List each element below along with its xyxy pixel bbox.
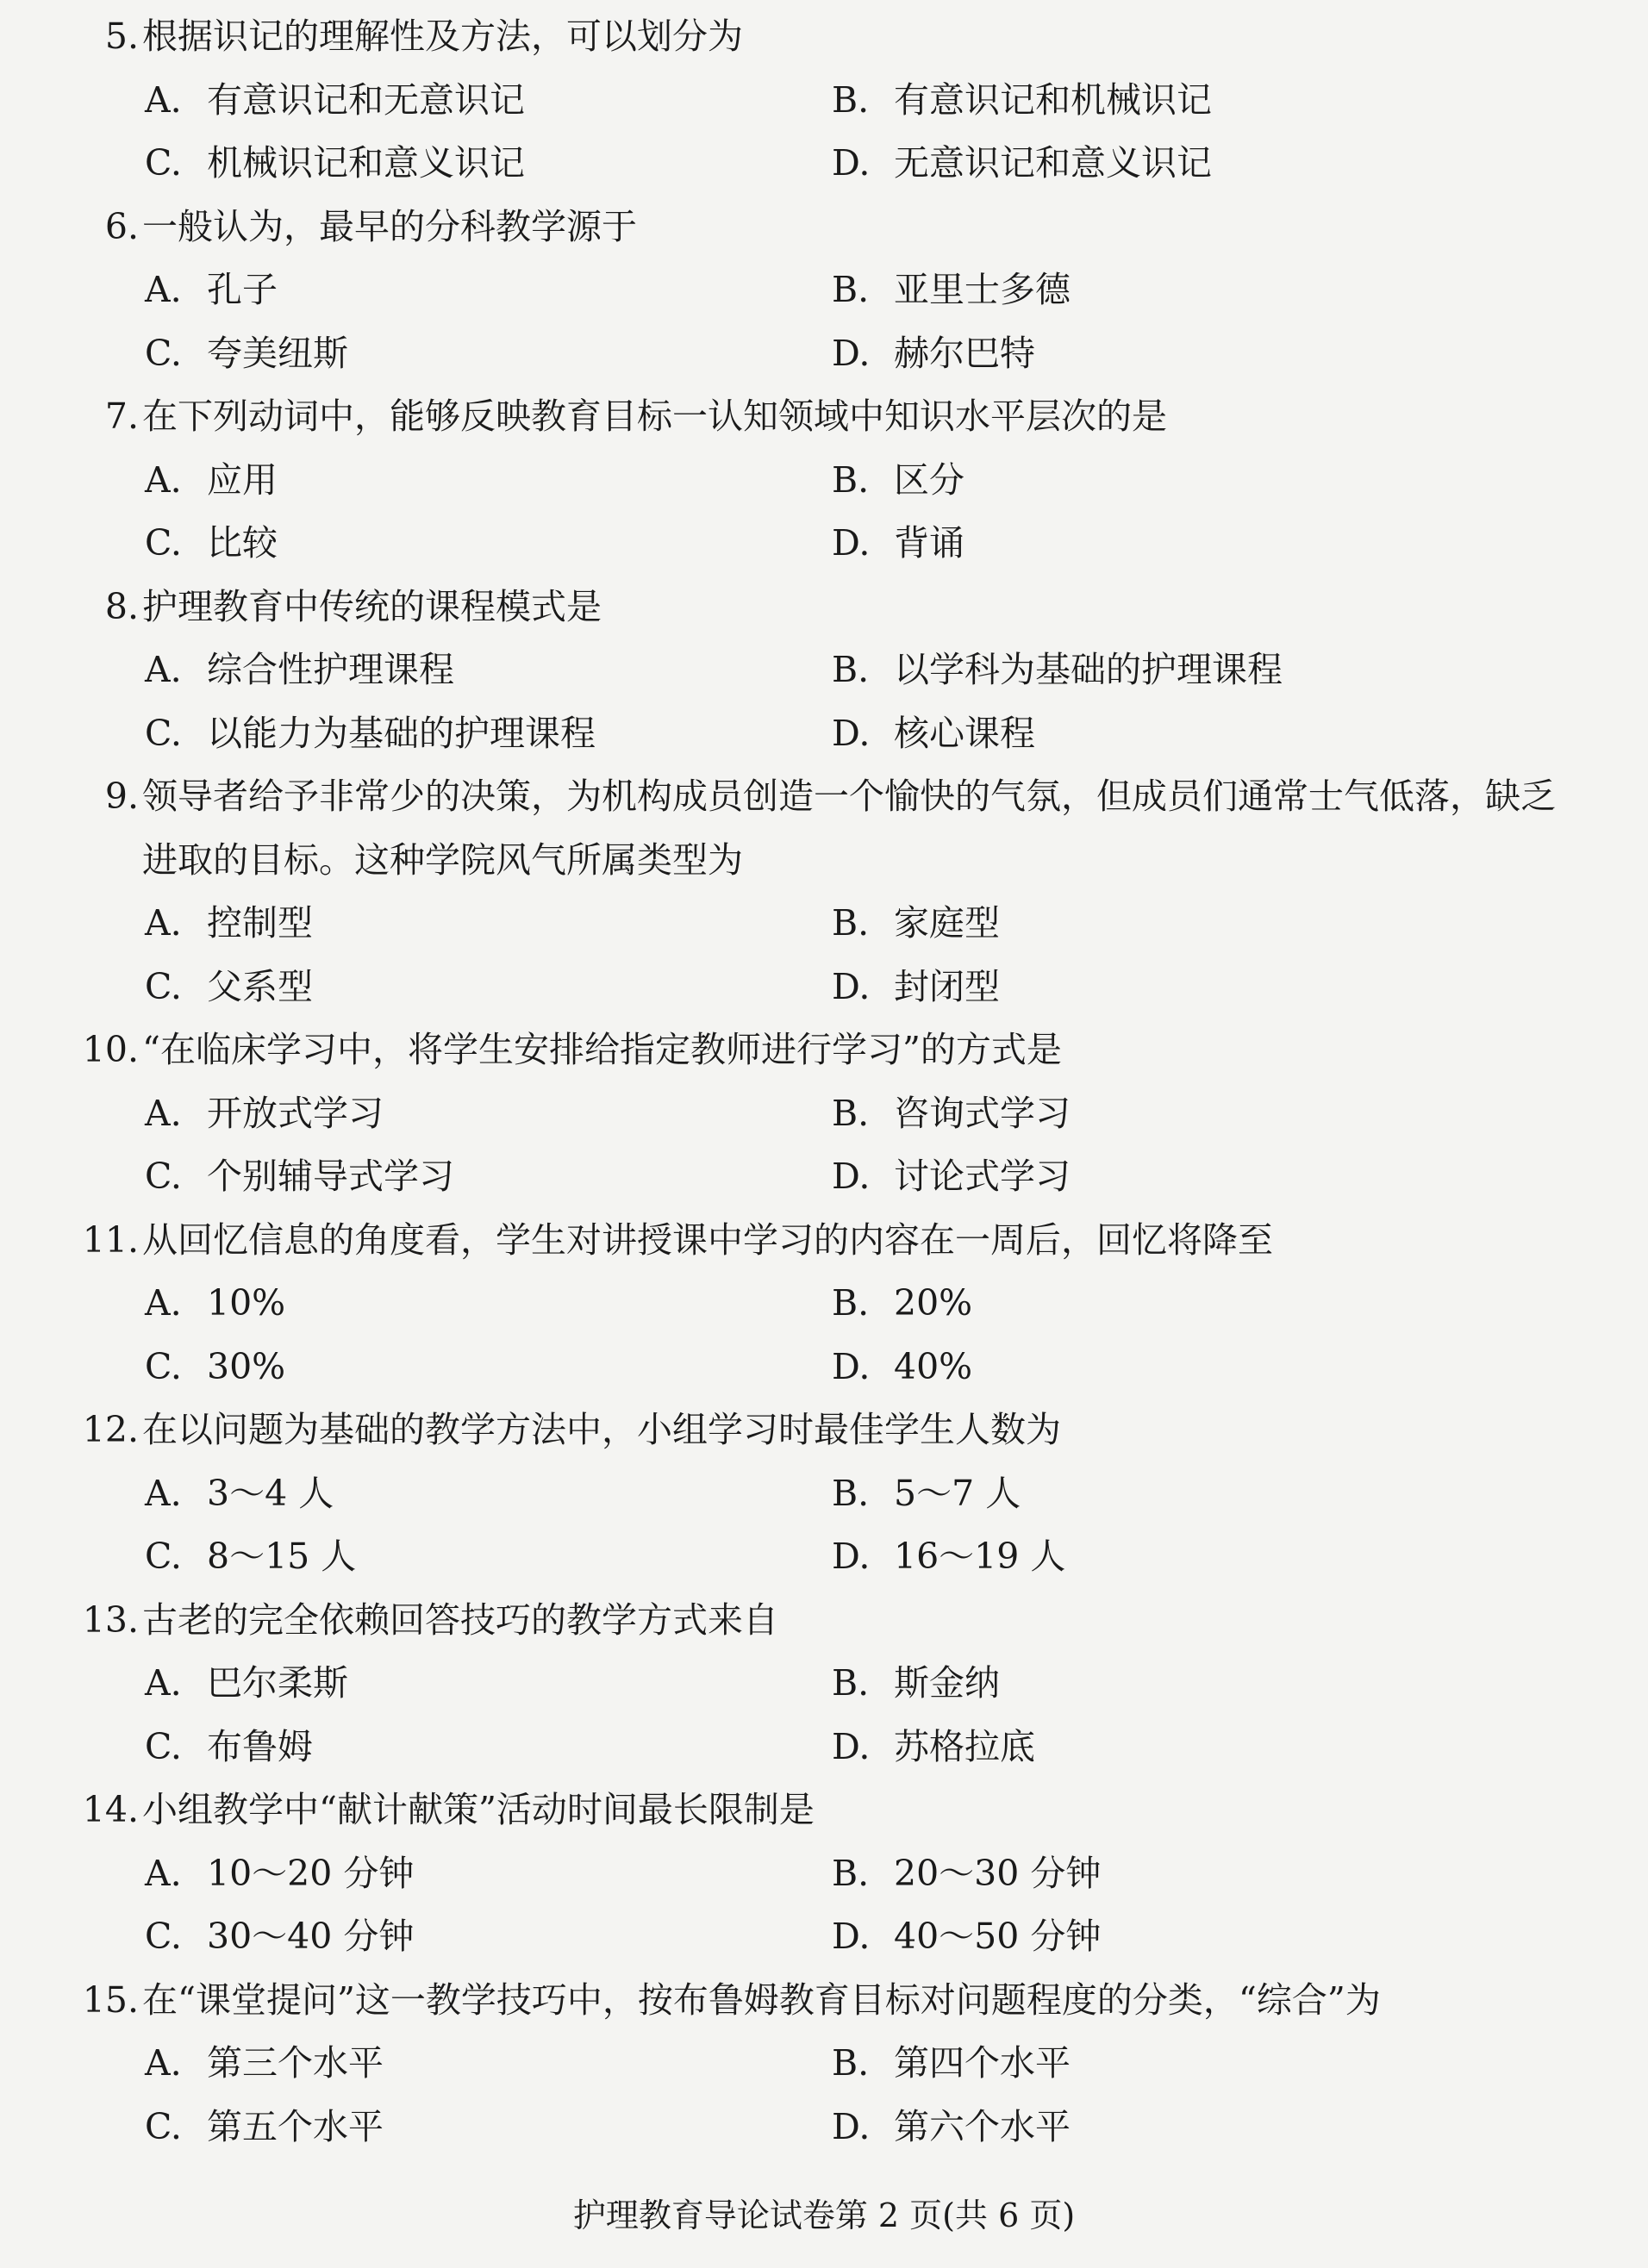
question-number: 14. (82, 1789, 139, 1830)
option-text: 10～20 分钟 (207, 1852, 415, 1894)
options-row (0, 2096, 1648, 2159)
option-label: C. (145, 1345, 182, 1387)
option (145, 892, 832, 956)
option-label: D. (832, 1345, 871, 1387)
option (832, 449, 964, 513)
question (0, 196, 1648, 386)
question-text: 护理教育中传统的课程模式是 (142, 585, 602, 627)
options-row (0, 2032, 1648, 2096)
question-stem-row (0, 5, 1648, 69)
question (0, 1019, 1648, 1209)
options-row (0, 702, 1648, 766)
option (832, 956, 1000, 1019)
question-text: 古老的完全依赖回答技巧的教学方式来自 (142, 1598, 778, 1641)
options-row (0, 1462, 1648, 1526)
question-stem-row (0, 1019, 1648, 1082)
option-label: B. (832, 1662, 870, 1704)
option-label: C. (145, 332, 182, 374)
options-row (0, 956, 1648, 1019)
option-label: B. (832, 458, 870, 501)
options-row (0, 1145, 1648, 1209)
options-row (0, 1082, 1648, 1146)
option (832, 639, 1283, 702)
option (832, 2032, 1071, 2096)
option-text: 控制型 (207, 902, 313, 944)
option-label: A. (145, 78, 182, 121)
option (832, 322, 1035, 386)
question (0, 1779, 1648, 1969)
option-label: D. (832, 1536, 871, 1577)
question-text: “在临床学习中，将学生安排给指定教师进行学习”的方式是 (142, 1029, 1062, 1070)
option-label: C. (145, 522, 182, 564)
question-text: 小组教学中“献计献策”活动时间最长限制是 (142, 1789, 815, 1830)
option-text: 8～15 人 (207, 1536, 357, 1577)
option-text: 20% (894, 1282, 973, 1324)
option-text: 个别辅导式学习 (207, 1156, 454, 1197)
option-label: D. (832, 965, 871, 1007)
question-text: 在“课堂提问”这一教学技巧中，按布鲁姆教育目标对问题程度的分类，“综合”为 (142, 1978, 1381, 2021)
question (0, 1969, 1648, 2159)
option (145, 1145, 832, 1209)
option (145, 1462, 832, 1526)
option-text: 比较 (207, 522, 278, 564)
options-row (0, 639, 1648, 702)
option-label: D. (832, 712, 871, 754)
question (0, 385, 1648, 576)
question (0, 1589, 1648, 1779)
options-row (0, 259, 1648, 322)
options-row (0, 1905, 1648, 1969)
option (832, 1842, 1101, 1906)
option-text: 第三个水平 (207, 2042, 384, 2084)
options-row (0, 1336, 1648, 1399)
option-label: B. (832, 1092, 870, 1134)
option-label: C. (145, 1536, 182, 1577)
options-row (0, 1272, 1648, 1336)
question-number: 6. (104, 205, 139, 247)
option (145, 322, 832, 386)
option (832, 1462, 1021, 1526)
option (145, 1272, 832, 1336)
options-row (0, 132, 1648, 196)
option-label: D. (832, 2105, 871, 2147)
question (0, 5, 1648, 196)
option (832, 1716, 1035, 1779)
question-stem-row (0, 1779, 1648, 1842)
option-label: B. (832, 269, 870, 310)
option (832, 1082, 1071, 1146)
option-text: 3～4 人 (207, 1472, 334, 1514)
option-text: 夸美纽斯 (207, 332, 348, 374)
option-text: 第六个水平 (894, 2105, 1071, 2147)
option-text: 40% (894, 1345, 973, 1387)
option-label: B. (832, 1282, 870, 1324)
question (0, 1209, 1648, 1399)
option-label: B. (832, 1852, 870, 1894)
option (145, 2096, 832, 2159)
option (145, 1905, 832, 1969)
question-number: 5. (104, 16, 139, 57)
option-text: 有意识记和无意识记 (207, 78, 525, 121)
option (145, 1716, 832, 1779)
option-label: D. (832, 1156, 871, 1197)
option (832, 1905, 1101, 1969)
exam-page (0, 5, 1648, 2159)
option-label: A. (145, 458, 182, 501)
option (145, 1082, 832, 1146)
option-label: D. (832, 1916, 871, 1957)
question-stem-row (0, 1589, 1648, 1653)
option-label: D. (832, 1725, 871, 1767)
option-label: C. (145, 2105, 182, 2147)
option-label: A. (145, 902, 182, 944)
option-text: 20～30 分钟 (894, 1852, 1102, 1894)
option (145, 639, 832, 702)
option (145, 2032, 832, 2096)
option-label: D. (832, 522, 871, 564)
options-row (0, 1652, 1648, 1716)
option (832, 1652, 1000, 1716)
option (145, 702, 832, 766)
options-row (0, 322, 1648, 386)
option-text: 以能力为基础的护理课程 (207, 712, 596, 754)
option-text: 无意识记和意义识记 (894, 142, 1212, 184)
question-number: 8. (104, 585, 139, 627)
option-label: B. (832, 902, 870, 944)
option-text: 30～40 分钟 (207, 1916, 415, 1957)
options-row (0, 69, 1648, 133)
option-text: 开放式学习 (207, 1092, 384, 1134)
option-text: 亚里士多德 (894, 269, 1071, 310)
option (832, 259, 1071, 322)
question-text: 一般认为，最早的分科教学源于 (142, 205, 637, 247)
question-stem-row (0, 765, 1648, 892)
option (832, 1336, 972, 1399)
option (145, 259, 832, 322)
option-text: 应用 (207, 458, 278, 501)
option (145, 1842, 832, 1906)
option-text: 以学科为基础的护理课程 (894, 649, 1283, 690)
option-text: 家庭型 (894, 902, 1000, 944)
question (0, 765, 1648, 1019)
option-label: A. (145, 1282, 182, 1324)
options-row (0, 449, 1648, 513)
question-stem-row (0, 1969, 1648, 2033)
option (145, 69, 832, 133)
option-text: 机械识记和意义识记 (207, 142, 525, 184)
option-text: 巴尔柔斯 (207, 1662, 348, 1704)
question-stem-row (0, 196, 1648, 259)
option-text: 父系型 (207, 965, 313, 1007)
question-number: 11. (82, 1218, 139, 1261)
option-label: C. (145, 712, 182, 754)
option (145, 132, 832, 196)
options-row (0, 512, 1648, 576)
option (832, 512, 964, 576)
option-label: A. (145, 269, 182, 310)
option (145, 1336, 832, 1399)
question-number: 13. (82, 1598, 139, 1641)
question-number: 15. (82, 1978, 139, 2021)
option-label: A. (145, 2042, 182, 2084)
question-stem-row (0, 385, 1648, 449)
question-text: 在以问题为基础的教学方法中，小组学习时最佳学生人数为 (142, 1409, 1061, 1450)
option-label: A. (145, 649, 182, 690)
option-text: 第四个水平 (894, 2042, 1071, 2084)
options-row (0, 1842, 1648, 1906)
option-label: A. (145, 1852, 182, 1894)
options-row (0, 892, 1648, 956)
option-text: 核心课程 (894, 712, 1035, 754)
option-label: D. (832, 142, 871, 184)
options-row (0, 1716, 1648, 1779)
question-stem-row (0, 576, 1648, 639)
option (832, 702, 1035, 766)
option-text: 有意识记和机械识记 (894, 78, 1212, 121)
option-label: A. (145, 1092, 182, 1134)
option-text: 讨论式学习 (894, 1156, 1071, 1197)
option-text: 咨询式学习 (894, 1092, 1071, 1134)
option-text: 40～50 分钟 (894, 1916, 1102, 1957)
option (832, 2096, 1071, 2159)
options-row (0, 1525, 1648, 1589)
option-label: C. (145, 1156, 182, 1197)
question-number: 10. (82, 1029, 139, 1070)
option-text: 赫尔巴特 (894, 332, 1035, 374)
option (832, 1525, 1065, 1589)
option-label: B. (832, 2042, 870, 2084)
question-number: 12. (82, 1409, 139, 1450)
page-footer: 护理教育导论试卷第 2 页(共 6 页) (572, 2196, 1076, 2234)
question-number: 9. (104, 776, 139, 817)
option-label: A. (145, 1662, 182, 1704)
option-text: 5～7 人 (894, 1472, 1021, 1514)
option (832, 1145, 1071, 1209)
option-label: B. (832, 78, 870, 121)
question-stem-row (0, 1399, 1648, 1462)
option-label: C. (145, 142, 182, 184)
option-label: A. (145, 1472, 182, 1514)
option-label: C. (145, 1725, 182, 1767)
option (145, 1652, 832, 1716)
question-text: 根据识记的理解性及方法，可以划分为 (142, 16, 743, 57)
option-text: 综合性护理课程 (207, 649, 454, 690)
question-text: 在下列动词中，能够反映教育目标一认知领域中知识水平层次的是 (142, 396, 1167, 437)
option (832, 69, 1212, 133)
option-label: C. (145, 1916, 182, 1957)
option-label: B. (832, 649, 870, 690)
question (0, 1399, 1648, 1589)
option-text: 第五个水平 (207, 2105, 384, 2147)
option-text: 布鲁姆 (207, 1725, 313, 1767)
option (145, 512, 832, 576)
option (832, 892, 1000, 956)
option-text: 封闭型 (894, 965, 1000, 1007)
option (832, 1272, 972, 1336)
option-text: 区分 (894, 458, 964, 501)
option-text: 孔子 (207, 269, 278, 310)
option (145, 1525, 832, 1589)
option-text: 苏格拉底 (894, 1725, 1035, 1767)
option (145, 449, 832, 513)
option-label: C. (145, 965, 182, 1007)
option (832, 132, 1212, 196)
option-text: 背诵 (894, 522, 964, 564)
option-text: 斯金纳 (894, 1662, 1000, 1704)
question-text: 从回忆信息的角度看，学生对讲授课中学习的内容在一周后，回忆将降至 (142, 1218, 1273, 1261)
question-text: 领导者给予非常少的决策，为机构成员创造一个愉快的气氛，但成员们通常士气低落，缺乏进取的目标。这种学院风气所属类型为 (142, 776, 1556, 881)
option-text: 30% (207, 1345, 286, 1387)
question-stem-row (0, 1209, 1648, 1273)
option-text: 10% (207, 1282, 286, 1324)
option-label: D. (832, 332, 871, 374)
question-number: 7. (104, 396, 139, 437)
option-text: 16～19 人 (894, 1536, 1066, 1577)
question (0, 576, 1648, 766)
option (145, 956, 832, 1019)
option-label: B. (832, 1472, 870, 1514)
